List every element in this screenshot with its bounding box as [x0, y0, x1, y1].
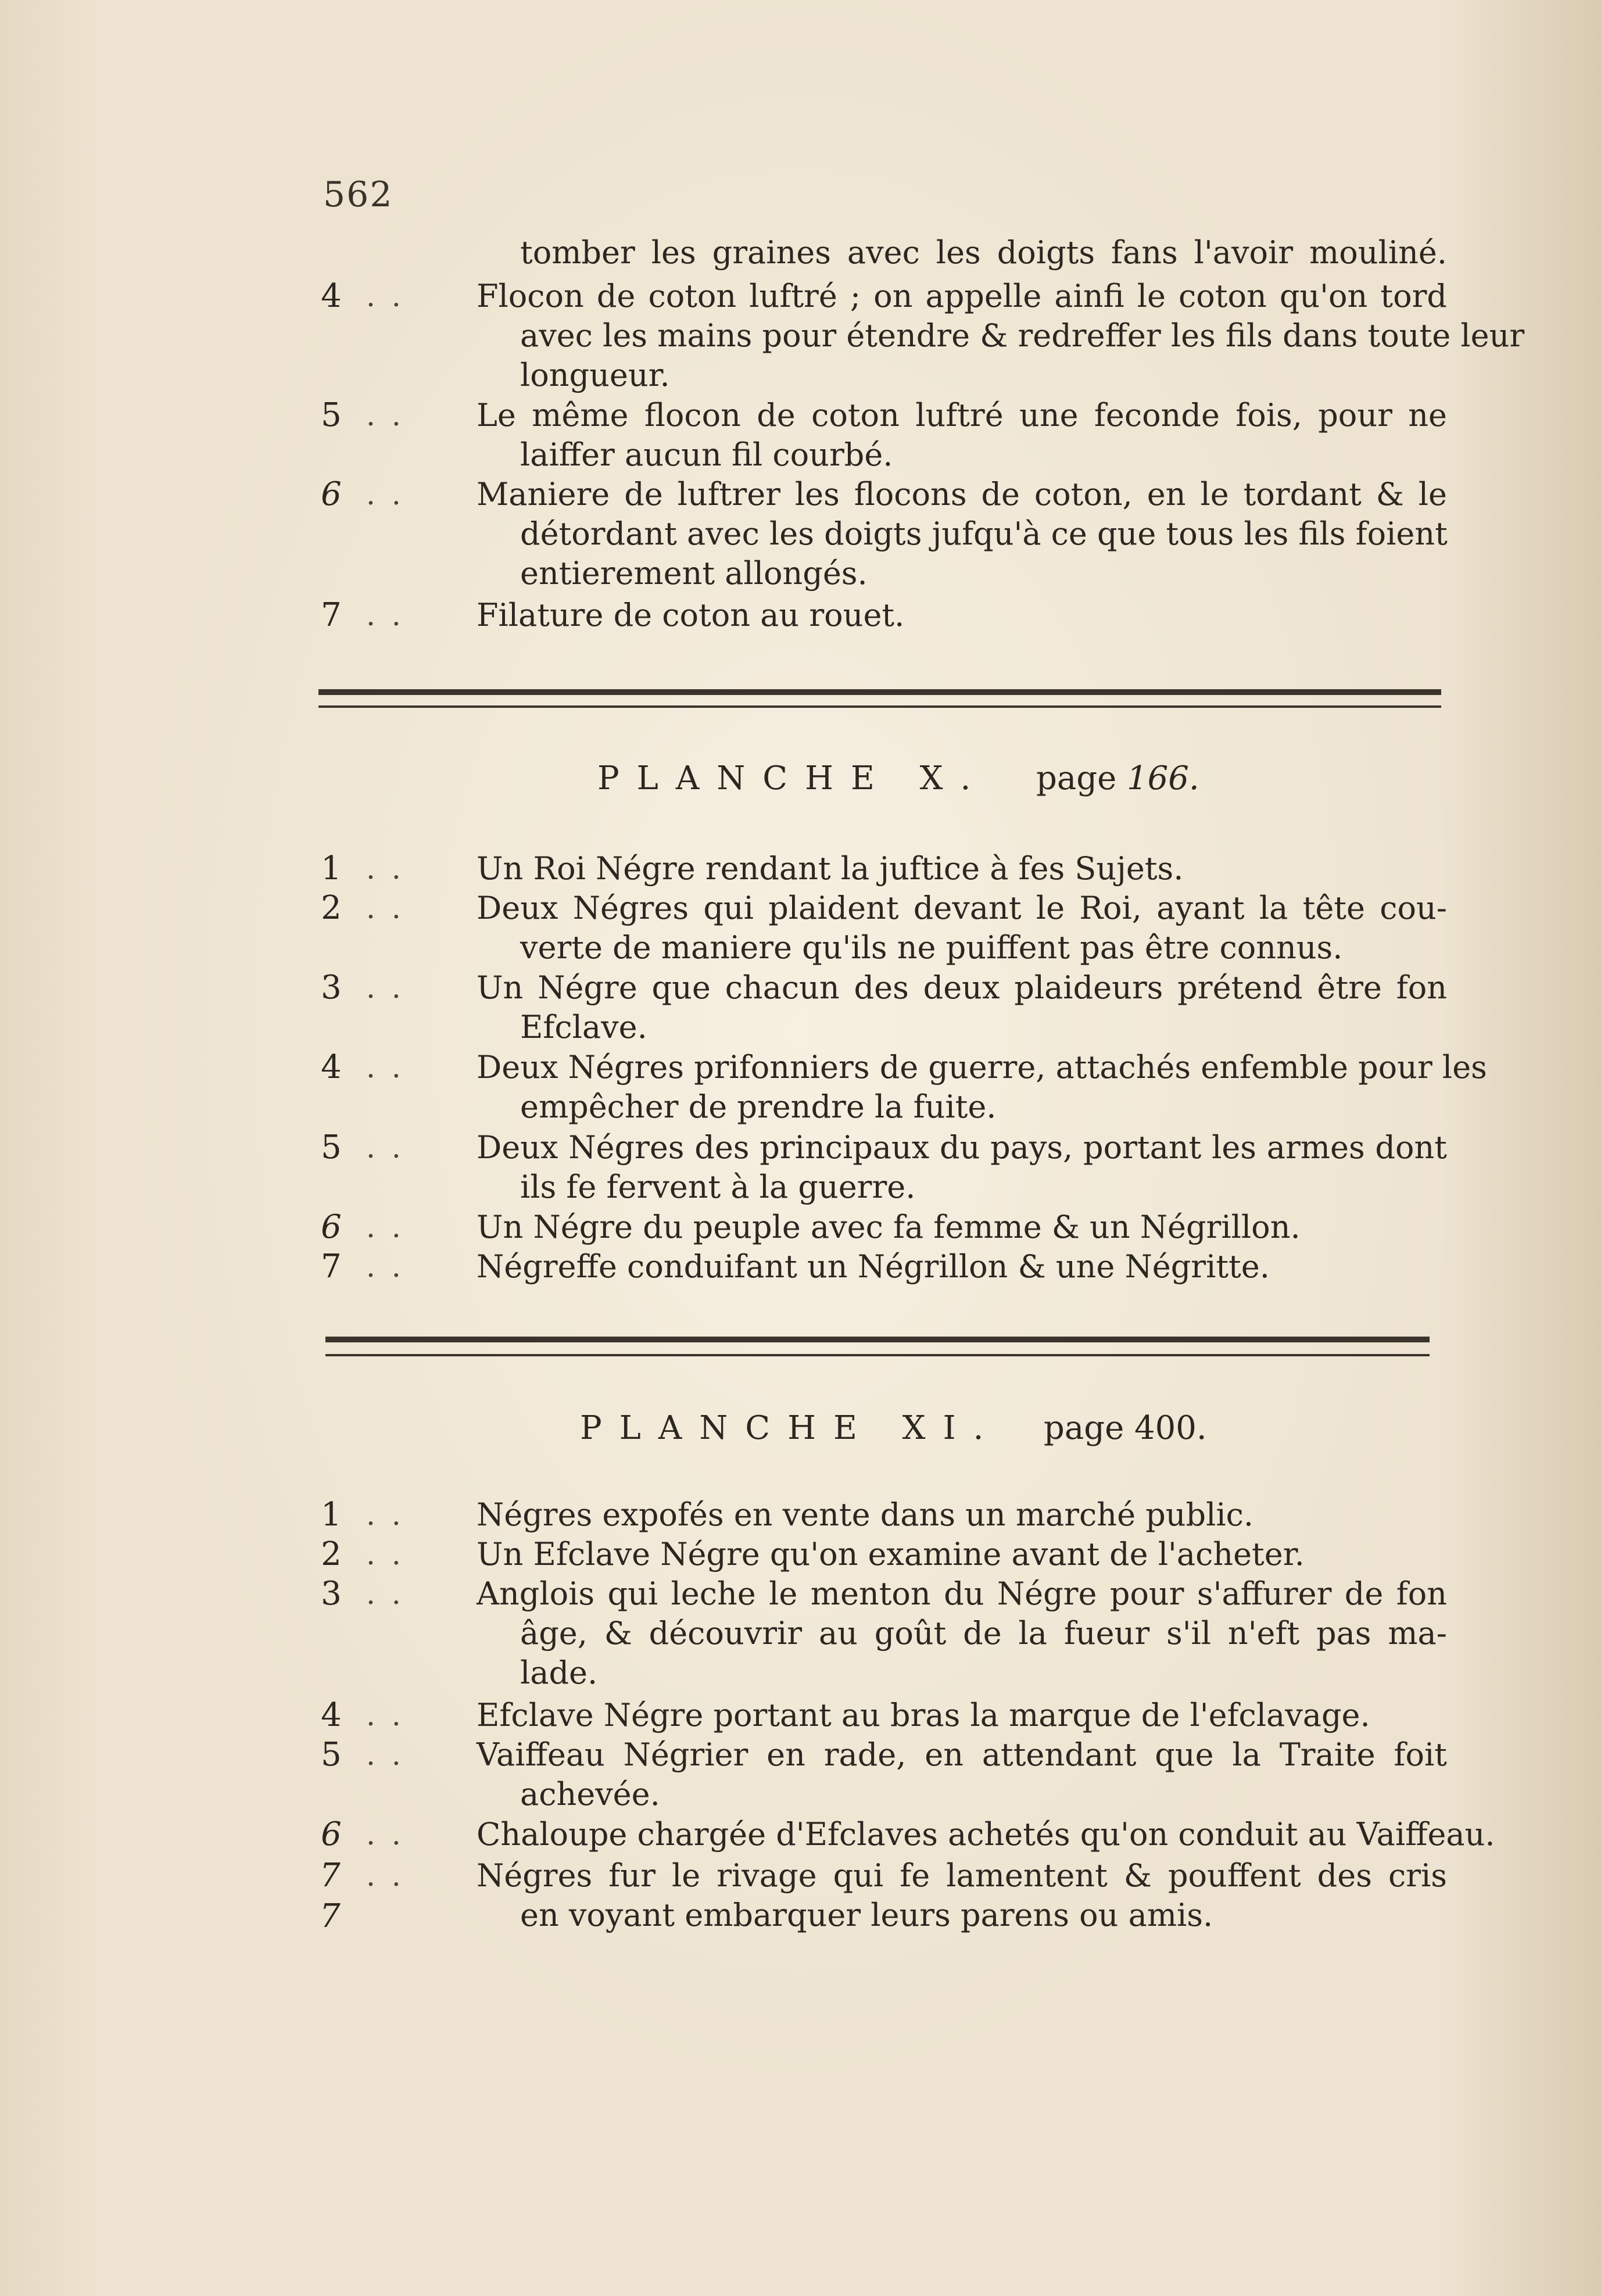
section-rule-thin [318, 705, 1441, 708]
leader-dots: .. [366, 280, 417, 313]
leader-dots: .. [366, 1498, 417, 1532]
leader-dots: .. [366, 1859, 417, 1893]
item-line: Un Roi Négre rendant la juftice à fes Sujets. [477, 850, 1184, 887]
item-line: ils fe fervent à la guerre. [520, 1169, 916, 1205]
leader-dots: .. [366, 891, 417, 925]
item-number: 7 [321, 596, 342, 634]
item-number: 3 [321, 969, 342, 1006]
list-item [0, 1574, 1601, 1614]
item-line: Chaloupe chargée d'Efclaves achetés qu'on conduit au Vaiffeau. [477, 1816, 1495, 1853]
item-number: 6 [321, 1815, 342, 1853]
section-rule-thick [325, 1337, 1430, 1342]
list-item [0, 1495, 1601, 1535]
item-line: Deux Négres des principaux du pays, portant les armes dont [477, 1129, 1447, 1166]
list-item-continuation [0, 1167, 1601, 1208]
item-line: Deux Négres prifonniers de guerre, attachés enfemble pour les [477, 1049, 1487, 1086]
list-item-continuation [0, 1613, 1601, 1654]
item-number: 6 [321, 475, 342, 513]
item-line: en voyant embarquer leurs parens ou amis. [520, 1897, 1213, 1933]
item-line: verte de maniere qu'ils ne puiffent pas être connus. [520, 929, 1343, 966]
plate-x-heading [318, 755, 1441, 802]
list-item-continuation [0, 1774, 1601, 1815]
item-line: Vaiffeau Négrier en rade, en attendant que la Traite foit [477, 1736, 1447, 1773]
leader-dots: .. [366, 1131, 417, 1165]
leader-dots: .. [366, 1538, 417, 1571]
list-item-continuation [0, 435, 1601, 475]
list-item-continuation [0, 553, 1601, 594]
list-item [0, 848, 1601, 889]
item-line: Un Efclave Négre qu'on examine avant de l'acheter. [477, 1536, 1305, 1573]
page-number: 562 [323, 174, 393, 215]
list-item [0, 1814, 1601, 1855]
list-item-continuation [0, 927, 1601, 968]
list-item [0, 1127, 1601, 1168]
list-item-continuation [0, 1653, 1601, 1693]
item-line: avec les mains pour étendre & redreffer les fils dans toute leur [520, 317, 1525, 354]
list-item [0, 968, 1601, 1008]
list-item [0, 595, 1601, 636]
list-item [0, 1047, 1601, 1088]
item-line: empêcher de prendre la fuite. [520, 1088, 997, 1125]
list-item-continuation [0, 1087, 1601, 1127]
leader-dots: .. [366, 1210, 417, 1244]
list-item [0, 1207, 1601, 1248]
list-item-continuation [0, 316, 1601, 356]
item-line: Anglois qui leche le menton du Négre pour s'affurer de fon [477, 1575, 1447, 1612]
item-number: 7 7 [320, 1857, 341, 1935]
item-line: Un Négre du peuple avec fa femme & un Négrillon. [477, 1209, 1301, 1245]
plate-xi-page-ref [1044, 1405, 1207, 1452]
leader-dots: .. [366, 1699, 417, 1732]
leader-dots: .. [366, 399, 417, 432]
list-item [0, 232, 1601, 273]
leader-dots: .. [366, 971, 417, 1005]
item-line: détordant avec les doigts jufqu'à ce que tous les fils foient [520, 515, 1448, 552]
page-ref-number: 166. [1127, 760, 1199, 797]
leader-dots: .. [366, 1738, 417, 1772]
item-line: Filature de coton au rouet. [477, 597, 905, 633]
plate-xi-heading [318, 1405, 1441, 1452]
item-number: 1 [321, 850, 342, 887]
item-line: Efclave Négre portant au bras la marque de l'efclavage. [477, 1697, 1370, 1733]
list-item-continuation [0, 355, 1601, 396]
item-number: 4 [321, 277, 342, 315]
item-number: 6 [321, 1208, 342, 1246]
page-ref-label: page [1036, 760, 1117, 797]
list-item-continuation [0, 514, 1601, 554]
page-ref-number: 400. [1134, 1409, 1207, 1447]
item-number: 2 [321, 1535, 342, 1573]
list-item [0, 474, 1601, 515]
item-line: Maniere de luftrer les flocons de coton, en le tordant & le [477, 476, 1447, 513]
leader-dots: .. [366, 599, 417, 632]
leader-dots: .. [366, 1818, 417, 1851]
list-item [0, 1735, 1601, 1775]
item-line: lade. [520, 1654, 598, 1691]
item-number: 4 [321, 1048, 342, 1086]
list-item-continuation [0, 1007, 1601, 1048]
section-rule-thick [318, 689, 1441, 695]
item-line: laiffer aucun fil courbé. [520, 436, 893, 473]
item-line: entierement allongés. [520, 555, 868, 592]
item-number: 5 [321, 1736, 342, 1774]
item-line: Le même flocon de coton luftré une feconde fois, pour ne [477, 397, 1447, 434]
item-number: 5 [321, 1129, 342, 1166]
plate-xi-title: PLANCHE XI. [580, 1409, 1001, 1447]
item-number: 3 [321, 1575, 342, 1613]
item-line: Négreffe conduifant un Négrillon & une Négritte. [477, 1248, 1270, 1285]
item-line: Efclave. [520, 1009, 647, 1045]
leader-dots: .. [366, 478, 417, 511]
plate-x-title: PLANCHE X. [597, 760, 988, 797]
item-line: Négres fur le rivage qui fe lamentent & pouffent des cris [477, 1857, 1447, 1894]
leader-dots: .. [366, 1051, 417, 1084]
list-item-continuation [0, 1895, 1601, 1936]
item-line: longueur. [520, 357, 670, 393]
section-rule-thin [325, 1354, 1430, 1356]
item-line: âge, & découvrir au goût de la fueur s'il n'eft pas ma- [520, 1615, 1447, 1652]
item-number: 7 [321, 1248, 342, 1285]
list-item [0, 1246, 1601, 1287]
list-item [0, 395, 1601, 436]
item-number: 2 [321, 889, 342, 927]
list-item [0, 276, 1601, 317]
item-line: achevée. [520, 1776, 660, 1813]
list-item [0, 888, 1601, 929]
item-line: Deux Négres qui plaident devant le Roi, ayant la tête cou- [477, 890, 1447, 926]
list-item [0, 1695, 1601, 1736]
item-number: 1 [321, 1496, 342, 1534]
leader-dots: .. [366, 1577, 417, 1611]
item-line: Négres expofés en vente dans un marché public. [477, 1496, 1254, 1533]
leader-dots: .. [366, 1250, 417, 1284]
leader-dots: .. [366, 852, 417, 886]
list-item [0, 1534, 1601, 1575]
plate-x-page-ref [1036, 755, 1199, 802]
item-line: tomber les graines avec les doigts fans l'avoir mouliné. [520, 234, 1447, 271]
item-line: Flocon de coton luftré ; on appelle ainfi le coton qu'on tord [477, 278, 1447, 314]
page-ref-label: page [1044, 1409, 1124, 1447]
item-line: Un Négre que chacun des deux plaideurs prétend être fon [477, 969, 1447, 1006]
item-number: 5 [321, 396, 342, 434]
item-number: 4 [321, 1696, 342, 1734]
